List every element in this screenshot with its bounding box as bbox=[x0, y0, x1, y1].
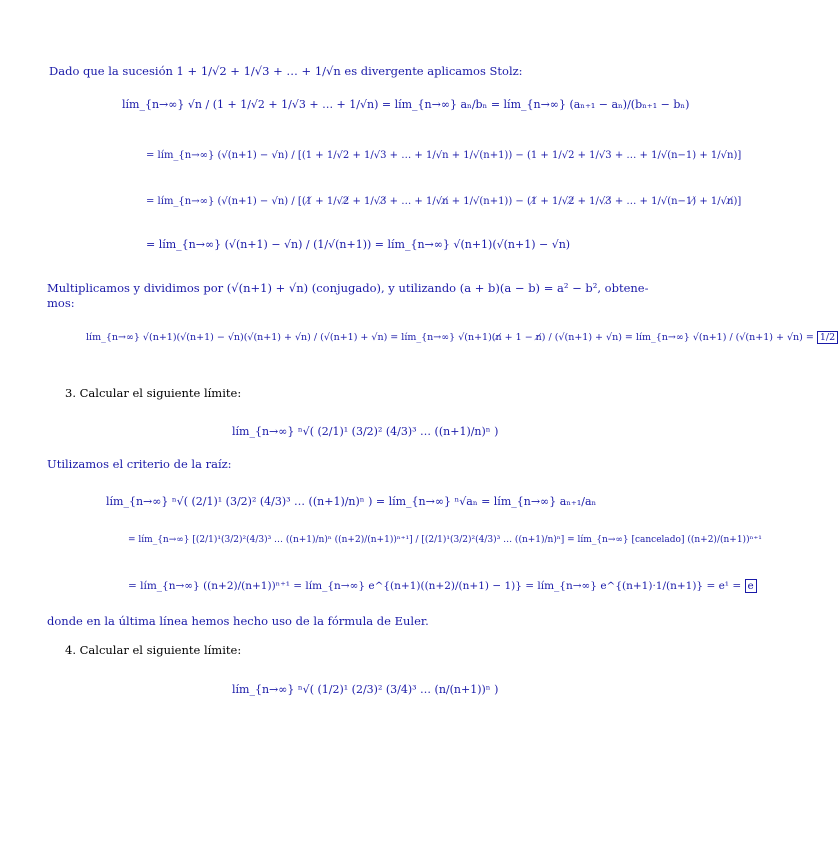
stolz-equation-1: lím_{n→∞} √n / (1 + 1/√2 + 1/√3 + … + 1/√n) = lím_{n→∞} aₙ/bₙ = lím_{n→∞} (aₙ₊₁ − aₙ)/(bₙ₊₁ − bₙ) bbox=[122, 98, 690, 111]
exercise-3-label: 3. Calcular el siguiente límite: bbox=[65, 386, 242, 400]
root-result-box: e bbox=[745, 579, 757, 593]
root-equation-3-body: = lím_{n→∞} ((n+2)/(n+1))ⁿ⁺¹ = lím_{n→∞} e^{(n+1)((n+2)/(n+1) − 1)} = lím_{n→∞} e^{(n+1)·1/(n+1)} = e¹ = bbox=[128, 580, 742, 592]
root-criterion-text: Utilizamos el criterio de la raíz: bbox=[47, 457, 232, 471]
conjugate-equation-body: lím_{n→∞} √(n+1)(√(n+1) − √n)(√(n+1) + √n) / (√(n+1) + √n) = lím_{n→∞} √(n+1)(n̸ + 1 − n̸) / (√(n+1) + √n) = lím_{n→∞} √(n+1) / (√(n+1) + √n) = bbox=[86, 332, 814, 343]
stolz-equation-2: = lím_{n→∞} (√(n+1) − √n) / [(1 + 1/√2 + 1/√3 + … + 1/√n + 1/√(n+1)) − (1 + 1/√2 + 1/√3 + … + 1/√(n−1) + 1/√n)] bbox=[146, 150, 742, 161]
stolz-equation-4: = lím_{n→∞} (√(n+1) − √n) / (1/√(n+1)) = lím_{n→∞} √(n+1)(√(n+1) − √n) bbox=[146, 238, 571, 251]
exercise-4-equation: lím_{n→∞} ⁿ√( (1/2)¹ (2/3)² (3/4)³ … (n/(n+1))ⁿ ) bbox=[232, 683, 499, 696]
root-equation-1: lím_{n→∞} ⁿ√( (2/1)¹ (3/2)² (4/3)³ … ((n+1)/n)ⁿ ) = lím_{n→∞} ⁿ√aₙ = lím_{n→∞} aₙ₊₁/aₙ bbox=[106, 495, 597, 508]
root-equation-3 bbox=[128, 580, 757, 592]
conjugate-result-box: 1/2 bbox=[817, 331, 838, 344]
conjugate-equation bbox=[86, 332, 838, 343]
conjugate-text-line2: mos: bbox=[47, 296, 75, 310]
exercise-4-label: 4. Calcular el siguiente límite: bbox=[65, 643, 242, 657]
stolz-equation-3: = lím_{n→∞} (√(n+1) − √n) / [(1̸ + 1/√2̸ + 1/√3̸ + … + 1/√n̸ + 1/√(n+1)) − (1̸ + 1/√2̸ + 1/√3̸ + … + 1/√(n−1)̸ + 1/√n̸)] bbox=[146, 196, 742, 207]
euler-note: donde en la última línea hemos hecho uso de la fórmula de Euler. bbox=[47, 614, 429, 628]
root-equation-2: = lím_{n→∞} [(2/1)¹(3/2)²(4/3)³ … ((n+1)/n)ⁿ ((n+2)/(n+1))ⁿ⁺¹] / [(2/1)¹(3/2)²(4/3)³ … ((n+1)/n)ⁿ] = lím_{n→∞} [cancelado] ((n+2)/(n+1))ⁿ⁺¹ bbox=[128, 535, 762, 545]
exercise-3-equation: lím_{n→∞} ⁿ√( (2/1)¹ (3/2)² (4/3)³ … ((n+1)/n)ⁿ ) bbox=[232, 425, 499, 438]
conjugate-text-line1: Multiplicamos y dividimos por (√(n+1) + √n) (conjugado), y utilizando (a + b)(a − b) = a² − b², obtene- bbox=[47, 281, 649, 295]
intro-text: Dado que la sucesión 1 + 1/√2 + 1/√3 + … + 1/√n es divergente aplicamos Stolz: bbox=[49, 64, 523, 78]
